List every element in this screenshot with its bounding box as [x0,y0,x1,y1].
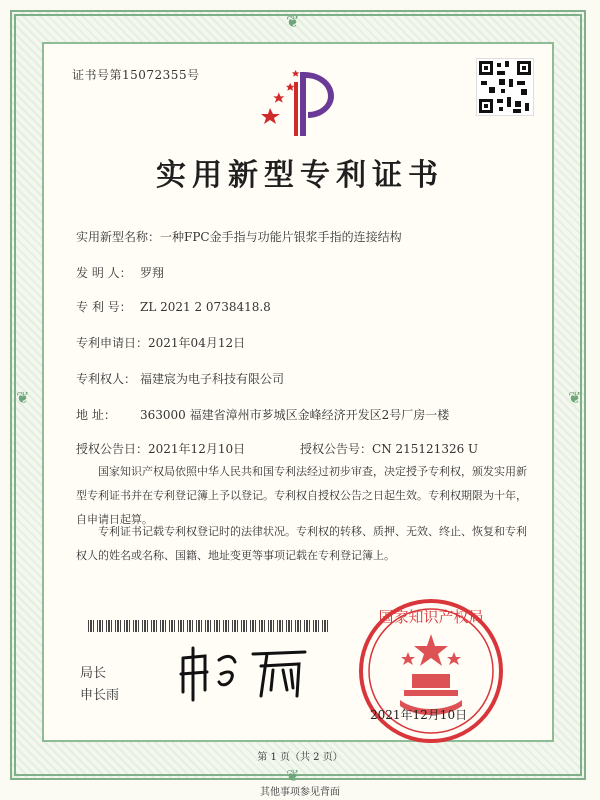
grant-date-value: 2021年12月10日 [148,442,246,456]
grant-date-row [76,440,245,457]
utility-model-name-label: 实用新型名称： [76,230,161,244]
director-signature [175,640,315,704]
footer-note: 其他事项参见背面 [260,787,340,798]
seal-text: 国家知识产权局 [378,608,484,626]
inventor-label: 发 明 人： [76,266,132,280]
patent-number-label: 专 利 号： [76,300,132,314]
utility-model-name-value: 一种FPC金手指与功能片银浆手指的连接结构 [160,230,402,244]
cnipa-logo-icon [256,62,346,142]
certificate-number: 证书号第15072355号 [72,68,200,82]
address-label: 地 址： [76,408,116,422]
patentee-row [76,370,284,387]
patentee-label: 专利权人： [76,372,137,386]
certificate-title: 实用新型专利证书 [156,158,444,193]
inventor-row [76,264,164,281]
application-date-value: 2021年04月12日 [148,336,246,350]
application-date-label: 专利申请日： [76,336,149,350]
grant-number-row [300,440,478,457]
inventor-value: 罗翔 [140,266,165,280]
grant-date-label: 授权公告日： [76,442,149,456]
grant-number-label: 授权公告号： [300,442,373,456]
bottom-ornament-icon: ❦ [286,766,300,785]
director-title: 局长 [80,666,107,681]
patentee-value: 福建宸为电子科技有限公司 [140,372,285,386]
grant-number-value: CN 215121326 U [372,442,479,456]
right-ornament-icon: ❦ [568,388,582,407]
patent-number-row [76,298,271,315]
utility-model-name-row [76,228,402,245]
qr-code-icon[interactable] [476,58,534,116]
legal-status-paragraph: 专利证书记载专利权登记时的法律状况。专利权的转移、质押、无效、终止、恢复和专利权人的姓名或名称、国籍、地址变更等事项记载在专利登记簿上。 [76,525,527,562]
address-row [76,406,449,423]
left-ornament-icon: ❦ [16,388,30,407]
patent-number-value: ZL 2021 2 0738418.8 [140,300,271,314]
official-seal [356,596,506,746]
barcode [88,620,328,632]
grant-statement-paragraph: 国家知识产权局依照中华人民共和国专利法经过初步审查，决定授予专利权，颁发实用新型专利证书并在专利登记簿上予以登记。专利权自授权公告之日起生效。专利权期限为十年，自申请日起算。 [76,465,527,526]
application-date-row [76,334,245,351]
address-value: 363000 福建省漳州市芗城区金峰经济开发区2号厂房一楼 [140,408,450,422]
page-number: 第 1 页（共 2 页） [257,752,343,763]
top-ornament-icon: ❦ [286,12,300,31]
seal-date: 2021年12月10日 [370,708,468,722]
director-name: 申长雨 [80,688,120,703]
